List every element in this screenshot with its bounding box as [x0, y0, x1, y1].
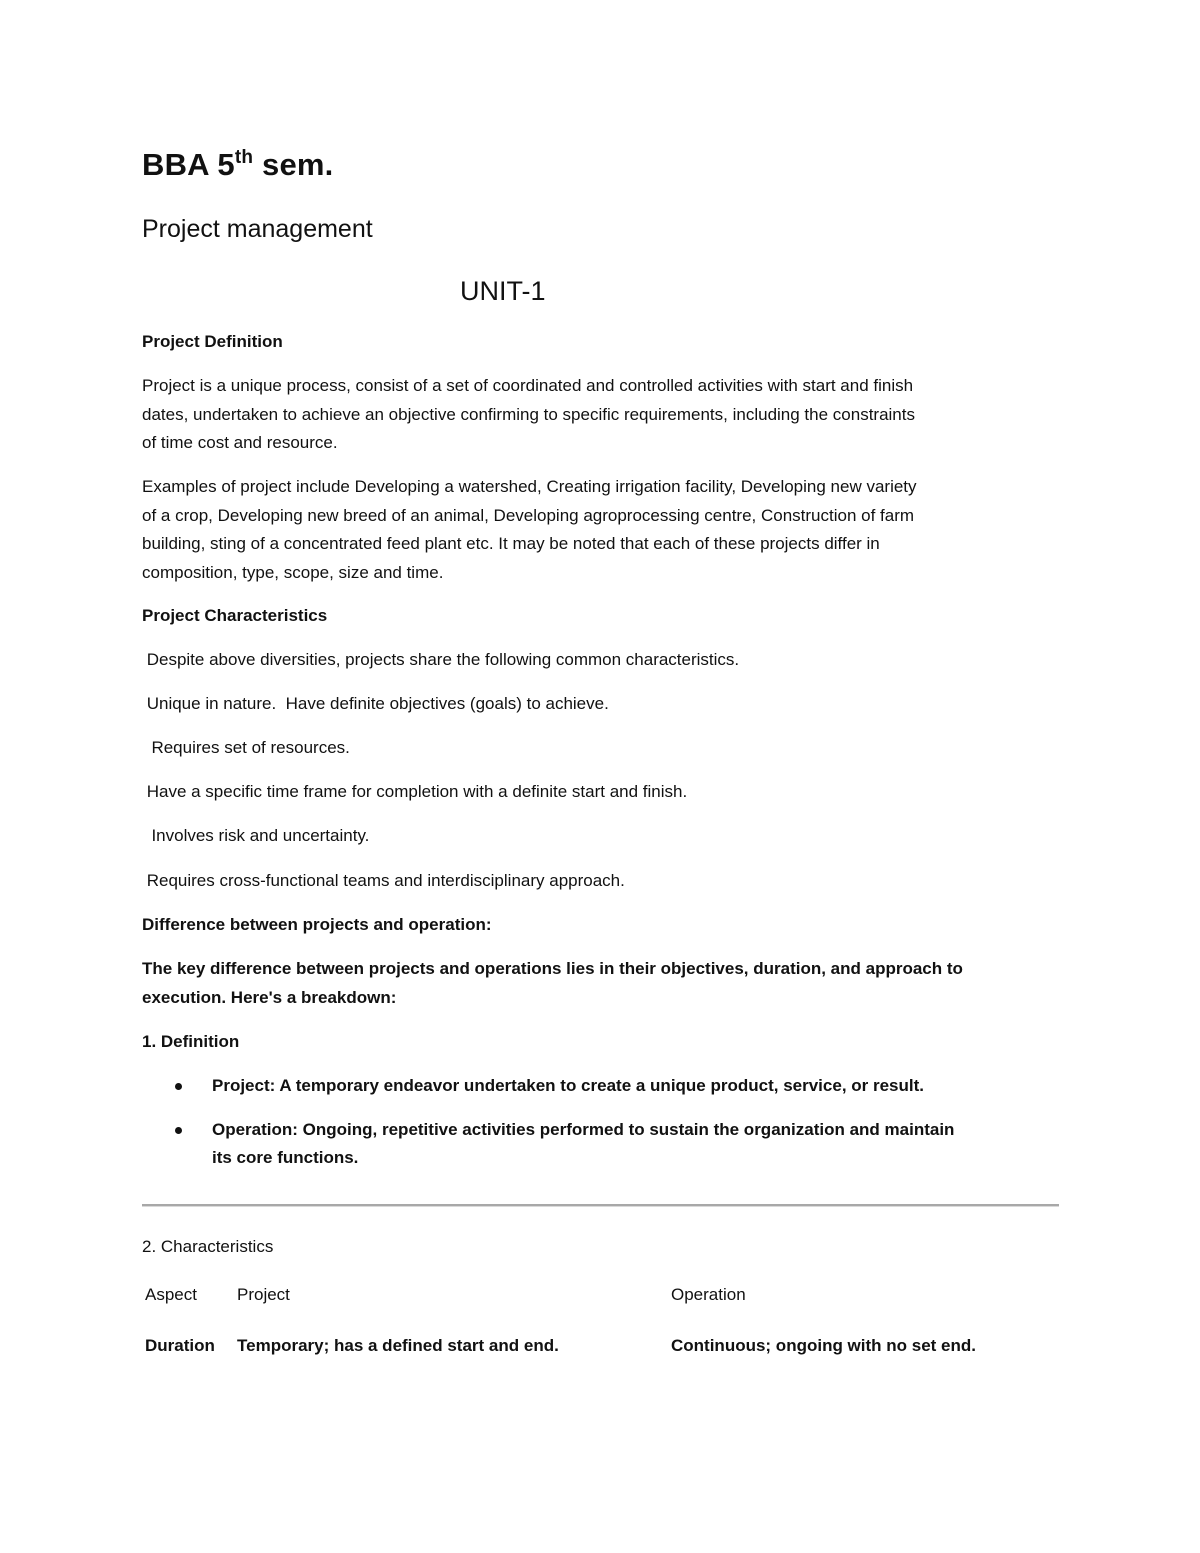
paragraph-line: dates, undertaken to achieve an objective confirming to specific requirements, including the constraints — [142, 404, 915, 424]
comparison-table — [145, 1281, 1045, 1371]
section-definition-heading: 1. Definition — [142, 1032, 240, 1051]
paragraph-line: of time cost and resource. — [142, 433, 338, 452]
table-cell-operation: Continuous; ongoing with no set end. — [671, 1336, 977, 1355]
difference-heading: Difference between projects and operation: — [142, 915, 492, 934]
course-title — [142, 143, 334, 187]
subject-title: Project management — [142, 215, 373, 243]
section-characteristics-heading: 2. Characteristics — [142, 1237, 274, 1256]
bullet-item-project — [142, 1072, 1062, 1101]
characteristic-item: Requires cross-functional teams and interdisciplinary approach. — [142, 871, 625, 890]
definition-bullet-list — [142, 1072, 1062, 1173]
paragraph-line: Examples of project include Developing a watershed, Creating irrigation facility, Developing new variety — [142, 477, 917, 496]
definition-paragraph — [142, 372, 1062, 458]
table-cell-project: Temporary; has a defined start and end. — [237, 1336, 559, 1355]
bullet-line: Operation: Ongoing, repetitive activities performed to sustain the organization and maintain — [212, 1119, 955, 1139]
paragraph-line: execution. Here's a breakdown: — [142, 987, 397, 1007]
project-characteristics-heading: Project Characteristics — [142, 606, 328, 625]
examples-paragraph — [142, 473, 1062, 587]
characteristic-item: Have a specific time frame for completion with a definite start and finish. — [142, 782, 688, 801]
horizontal-divider — [142, 1204, 1059, 1207]
course-title-main: BBA 5 — [142, 147, 235, 182]
course-title-suffix: sem. — [253, 147, 334, 182]
paragraph-line: of a crop, Developing new breed of an animal, Developing agroprocessing centre, Construction of farm — [142, 505, 915, 525]
unit-title: UNIT-1 — [460, 276, 546, 306]
characteristic-item: Unique in nature. Have definite objectives (goals) to achieve. — [142, 694, 609, 713]
table-cell-aspect: Duration — [145, 1336, 215, 1355]
bullet-line: Project: A temporary endeavor undertaken to create a unique product, service, or result. — [212, 1076, 924, 1095]
characteristic-item: Involves risk and uncertainty. — [142, 826, 370, 845]
paragraph-line: composition, type, scope, size and time. — [142, 562, 444, 582]
bullet-line: its core functions. — [212, 1148, 359, 1167]
course-title-superscript: th — [234, 147, 254, 168]
bullet-item-operation — [142, 1116, 1062, 1173]
paragraph-line: building, sting of a concentrated feed plant etc. It may be noted that each of these projects differ in — [142, 534, 880, 553]
paragraph-line: Project is a unique process, consist of a set of coordinated and controlled activities with start and finish — [142, 376, 914, 395]
characteristic-item: Despite above diversities, projects share the following common characteristics. — [142, 650, 740, 669]
table-header-operation: Operation — [671, 1285, 746, 1304]
paragraph-line: The key difference between projects and operations lies in their objectives, duration, and approach to — [142, 959, 963, 978]
project-definition-heading: Project Definition — [142, 332, 283, 351]
bullet-dot-icon — [175, 1127, 182, 1134]
difference-intro — [142, 955, 1062, 1012]
bullet-dot-icon — [175, 1083, 182, 1090]
table-header-project: Project — [237, 1285, 290, 1304]
characteristic-item: Requires set of resources. — [142, 738, 350, 757]
table-header-aspect: Aspect — [145, 1285, 197, 1304]
